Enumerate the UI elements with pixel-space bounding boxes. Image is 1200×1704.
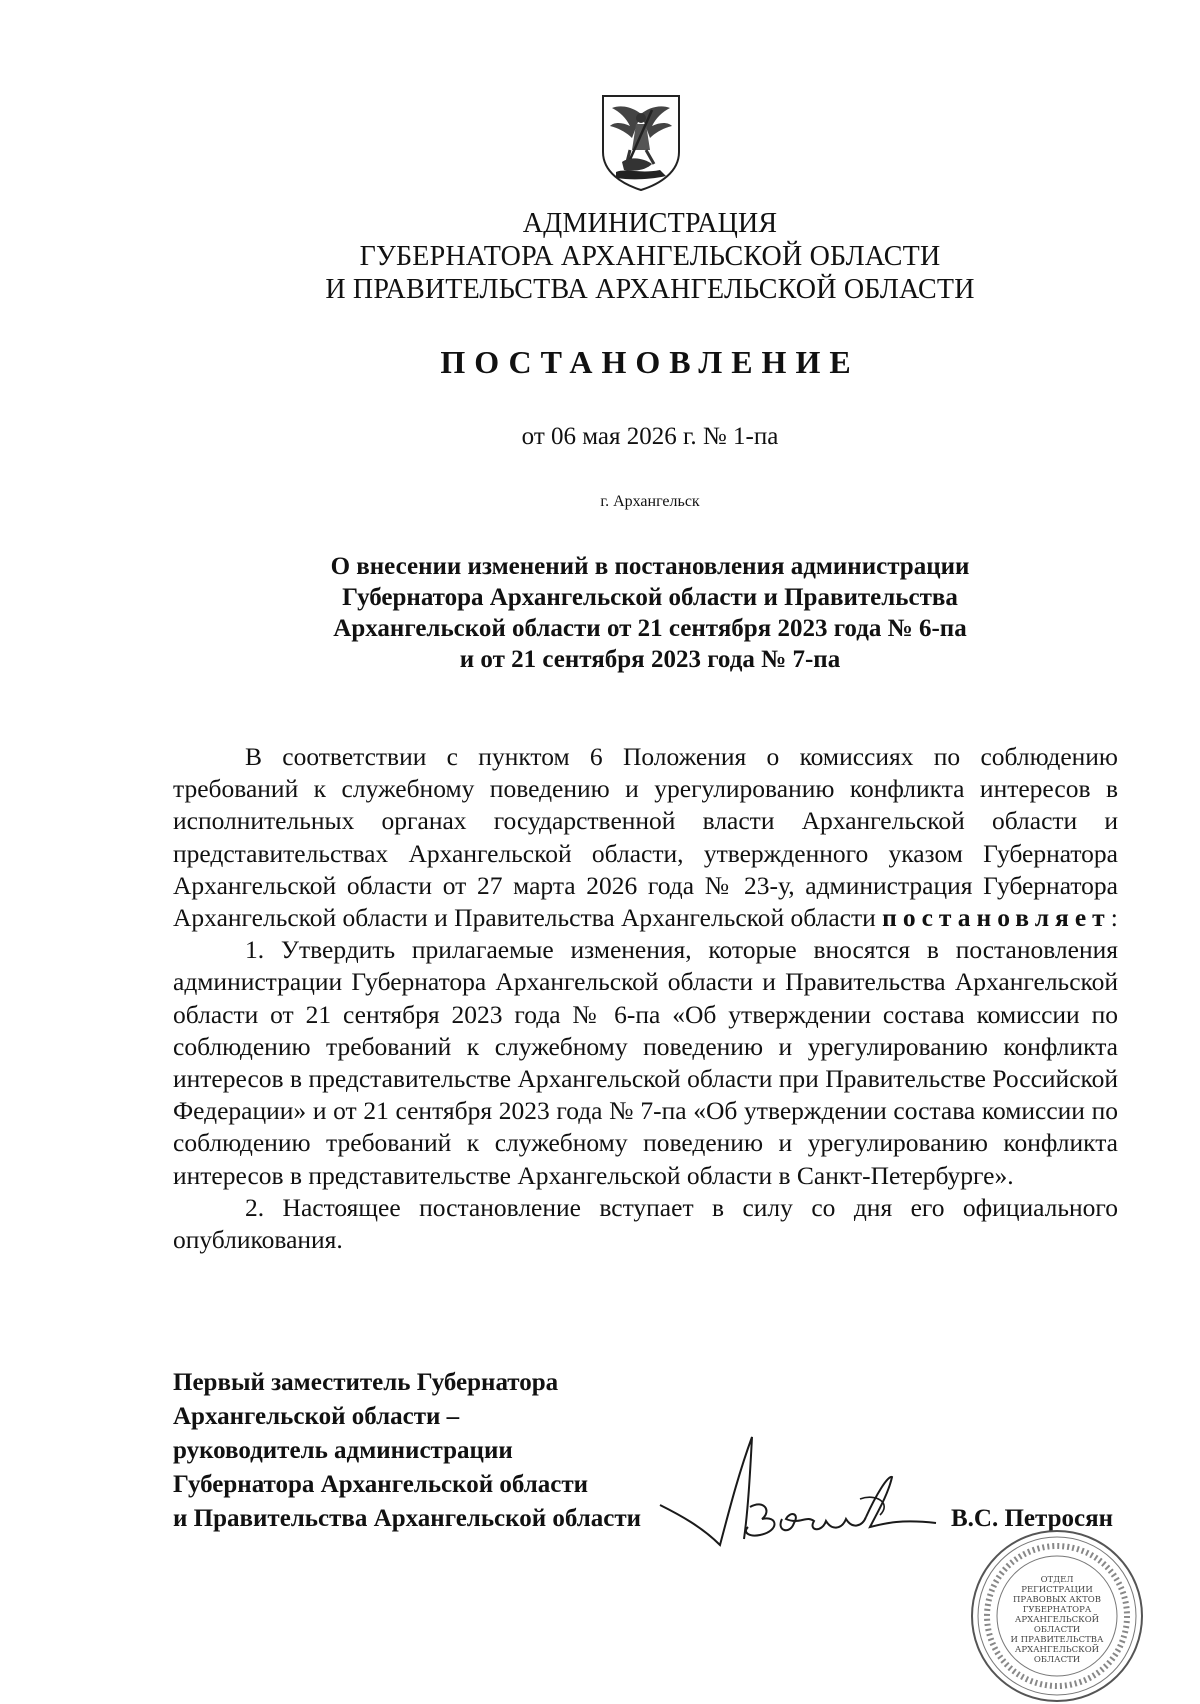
svg-text:ОБЛАСТИ: ОБЛАСТИ bbox=[1033, 1655, 1081, 1665]
svg-text:ОБЛАСТИ: ОБЛАСТИ bbox=[1033, 1625, 1081, 1635]
document-title-line: Губернатора Архангельской области и Правительства bbox=[342, 584, 958, 611]
document-title bbox=[150, 551, 1150, 675]
official-stamp bbox=[969, 1528, 1145, 1704]
signatory-position bbox=[173, 1366, 641, 1536]
svg-text:И ПРАВИТЕЛЬСТВА: И ПРАВИТЕЛЬСТВА bbox=[1010, 1635, 1104, 1645]
item-1-paragraph: 1. Утвердить прилагаемые изменения, которые вносятся в постановления администрации Губернатора Архангельской области и Правительства Архангельской области от 21 сентября 2023 года № 6-па «Об утверждении состава комиссии по соблюдению требований к служебному поведению и урегулированию конфликта интересов в представительстве Архангельской области при Правительстве Российской Федерации» и от 21 сентября 2023 года № 7-па «Об утверждении состава комиссии по соблюдению требований к служебному поведению и урегулированию конфликта интересов в представительстве Архангельской области в Санкт-Петербурге». bbox=[173, 935, 1118, 1190]
coat-of-arms-icon bbox=[600, 92, 682, 192]
header-line-administration: АДМИНИСТРАЦИЯ bbox=[522, 208, 778, 239]
signatory-position-line: руководитель администрации bbox=[173, 1437, 513, 1464]
header-line-government: И ПРАВИТЕЛЬСТВА АРХАНГЕЛЬСКОЙ ОБЛАСТИ bbox=[325, 274, 975, 305]
resolves-word: постановляет bbox=[882, 903, 1111, 933]
signatory-position-line: Архангельской области – bbox=[173, 1403, 460, 1430]
svg-text:АРХАНГЕЛЬСКОЙ: АРХАНГЕЛЬСКОЙ bbox=[1014, 1645, 1100, 1655]
svg-text:АРХАНГЕЛЬСКОЙ: АРХАНГЕЛЬСКОЙ bbox=[1014, 1615, 1100, 1625]
document-title-line: и от 21 сентября 2023 года № 7-па bbox=[459, 646, 841, 673]
svg-text:ОТДЕЛ: ОТДЕЛ bbox=[1040, 1575, 1074, 1585]
document-date-number: от 06 мая 2026 г. № 1-па bbox=[521, 423, 779, 450]
svg-text:ПРАВОВЫХ АКТОВ: ПРАВОВЫХ АКТОВ bbox=[1012, 1595, 1102, 1605]
signatory-position-line: и Правительства Архангельской области bbox=[173, 1505, 642, 1532]
stamp-text bbox=[1011, 1575, 1104, 1665]
resolves-suffix: : bbox=[1110, 903, 1118, 933]
document-type-heading: ПОСТАНОВЛЕНИЕ bbox=[440, 344, 860, 380]
header-line-governor: ГУБЕРНАТОРА АРХАНГЕЛЬСКОЙ ОБЛАСТИ bbox=[359, 241, 941, 272]
svg-text:ГУБЕРНАТОРА: ГУБЕРНАТОРА bbox=[1022, 1605, 1092, 1615]
preamble-paragraph bbox=[173, 741, 1118, 934]
document-city: г. Архангельск bbox=[600, 493, 700, 510]
document-title-line: О внесении изменений в постановления администрации bbox=[330, 553, 970, 580]
preamble-text: В соответствии с пунктом 6 Положения о комиссиях по соблюдению требований к служебному поведению и урегулированию конфликта интересов в исполнительных органах государственной власти Архангельской области и представительствах Архангельской области, утвержденного указом Губернатора Архангельской области от 27 марта 2026 года № 23-у, администрация Губернатора Архангельской области и Правительства Архангельской области bbox=[173, 742, 1118, 933]
handwritten-signature bbox=[640, 1415, 940, 1555]
signatory-position-line: Первый заместитель Губернатора bbox=[173, 1369, 559, 1396]
signatory-position-line: Губернатора Архангельской области bbox=[173, 1471, 589, 1498]
document-body bbox=[173, 741, 1118, 1256]
document-title-line: Архангельской области от 21 сентября 2023 года № 6-па bbox=[333, 615, 967, 642]
item-2-paragraph: 2. Настоящее постановление вступает в силу со дня его официального опубликования. bbox=[173, 1192, 1118, 1255]
svg-text:РЕГИСТРАЦИИ: РЕГИСТРАЦИИ bbox=[1021, 1585, 1093, 1595]
signatory-name: В.С. Петросян bbox=[951, 1505, 1114, 1532]
